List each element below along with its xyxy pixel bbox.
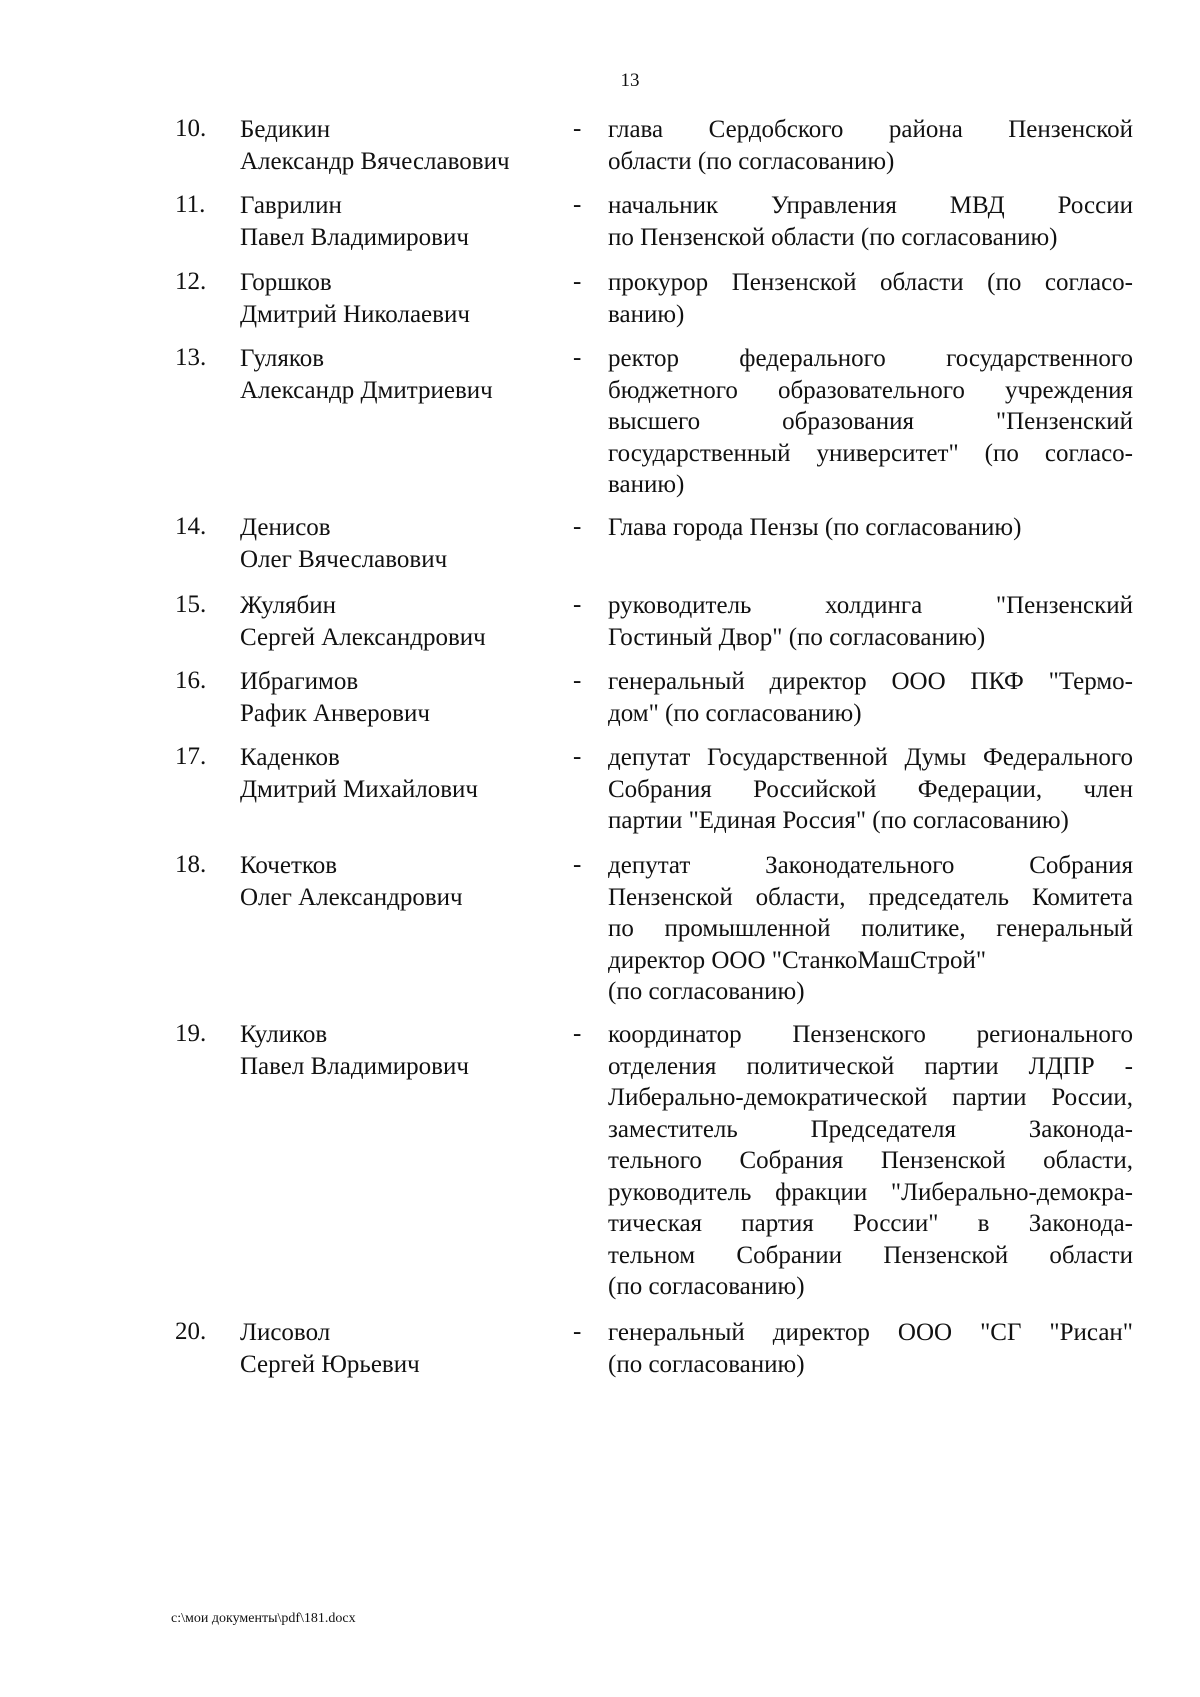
member-position xyxy=(608,266,1133,329)
member-name-line: Каденков xyxy=(240,744,340,771)
member-position xyxy=(608,665,1133,728)
footer-file-path: c:\мои документы\pdf\181.docx xyxy=(171,1611,356,1626)
member-number: 15. xyxy=(175,591,207,618)
member-name xyxy=(240,741,478,804)
member-number: 20. xyxy=(175,1318,207,1345)
member-dash: - xyxy=(573,115,582,142)
member-name-line: Денисов xyxy=(240,514,331,541)
member-position xyxy=(608,1018,1133,1302)
member-position xyxy=(608,849,1133,1007)
member-name-line: Бедикин xyxy=(240,116,331,143)
member-position xyxy=(608,741,1133,836)
member-number: 13. xyxy=(175,344,207,371)
member-position-line: генеральный директор ООО ПКФ "Термо- xyxy=(608,668,1133,695)
member-dash: - xyxy=(573,667,582,694)
member-position xyxy=(608,1316,1133,1379)
member-name-line: Олег Александрович xyxy=(240,883,463,911)
member-position-line: отделения политической партии ЛДПР - xyxy=(608,1052,1133,1080)
member-dash: - xyxy=(573,851,582,878)
member-position-line: ванию) xyxy=(608,300,685,328)
member-dash: - xyxy=(573,268,582,295)
member-position-line: директор ООО "СтанкоМашСтрой" xyxy=(608,946,987,974)
member-number: 11. xyxy=(175,191,206,218)
member-name xyxy=(240,665,430,728)
member-name xyxy=(240,113,510,176)
member-name-line: Кочетков xyxy=(240,852,338,879)
member-position-line: (по согласованию) xyxy=(608,978,805,1005)
member-dash: - xyxy=(573,1020,582,1047)
member-name-line: Куликов xyxy=(240,1021,328,1048)
member-name-line: Сергей Юрьевич xyxy=(240,1350,420,1378)
member-name-line: Олег Вячеславович xyxy=(240,545,448,573)
member-position-line: ректор федерального государственного xyxy=(608,345,1133,372)
member-name xyxy=(240,589,486,652)
member-position-line: (по согласованию) xyxy=(608,1350,805,1378)
member-position-line: руководитель фракции "Либерально-демокра- xyxy=(608,1178,1133,1206)
member-position-line: тическая партия России" в Законода- xyxy=(608,1210,1133,1237)
member-position-line: Гостиный Двор" (по согласованию) xyxy=(608,623,986,651)
member-position xyxy=(608,113,1133,176)
member-name xyxy=(240,849,463,912)
member-name-line: Павел Владимирович xyxy=(240,1052,469,1080)
member-position-line: руководитель холдинга "Пензенский xyxy=(608,592,1133,619)
member-dash: - xyxy=(573,513,582,540)
member-position-line: депутат Государственной Думы Федерального xyxy=(608,744,1133,771)
member-number: 14. xyxy=(175,513,207,540)
member-name-line: Дмитрий Николаевич xyxy=(240,300,470,328)
member-name-line: Ибрагимов xyxy=(240,668,359,695)
member-position-line: заместитель Председателя Законода- xyxy=(608,1115,1133,1143)
member-position-line: Пензенской области, председатель Комитета xyxy=(608,883,1133,911)
member-name xyxy=(240,511,447,574)
member-number: 17. xyxy=(175,743,207,770)
member-position-line: тельного Собрания Пензенской области, xyxy=(608,1147,1133,1174)
member-name xyxy=(240,342,493,405)
member-name-line: Гуляков xyxy=(240,345,325,372)
member-dash: - xyxy=(573,191,582,218)
member-name-line: Сергей Александрович xyxy=(240,623,486,651)
member-position-line: Либерально-демократической партии России, xyxy=(608,1084,1133,1111)
member-name-line: Горшков xyxy=(240,269,332,296)
member-dash: - xyxy=(573,1318,582,1345)
member-name-line: Александр Вячеславович xyxy=(240,147,510,175)
member-position-line: высшего образования "Пензенский xyxy=(608,408,1133,435)
member-name xyxy=(240,189,469,252)
member-dash: - xyxy=(573,591,582,618)
member-position-line: генеральный директор ООО "СГ "Рисан" xyxy=(608,1319,1133,1346)
member-position-line: координатор Пензенского регионального xyxy=(608,1021,1133,1048)
member-position xyxy=(608,589,1133,652)
member-position-line: партии "Единая Россия" (по согласованию) xyxy=(608,807,1069,834)
member-name-line: Александр Дмитриевич xyxy=(240,376,493,404)
member-position-line: начальник Управления МВД России xyxy=(608,192,1133,219)
member-position-line: прокурор Пензенской области (по согласо- xyxy=(608,269,1133,296)
member-name-line: Павел Владимирович xyxy=(240,223,469,251)
member-position-line: тельном Собрании Пензенской области xyxy=(608,1241,1133,1269)
member-number: 19. xyxy=(175,1020,207,1047)
member-position-line: глава Сердобского района Пензенской xyxy=(608,116,1133,143)
member-position-line: области (по согласованию) xyxy=(608,147,895,175)
member-position-line: Глава города Пензы (по согласованию) xyxy=(608,514,1022,541)
member-name xyxy=(240,1316,420,1379)
member-dash: - xyxy=(573,743,582,770)
member-name-line: Рафик Анверович xyxy=(240,699,430,727)
member-position-line: по Пензенской области (по согласованию) xyxy=(608,223,1058,251)
member-number: 10. xyxy=(175,115,207,142)
member-number: 16. xyxy=(175,667,207,694)
page-number: 13 xyxy=(620,70,640,91)
member-name-line: Гаврилин xyxy=(240,192,342,219)
member-position xyxy=(608,342,1133,500)
member-position-line: ванию) xyxy=(608,471,685,498)
member-position xyxy=(608,189,1133,252)
member-name xyxy=(240,266,470,329)
member-position-line: государственный университет" (по согласо- xyxy=(608,439,1133,467)
member-position-line: Собрания Российской Федерации, член xyxy=(608,775,1133,803)
member-number: 18. xyxy=(175,851,207,878)
member-name xyxy=(240,1018,469,1081)
member-position-line: по промышленной политике, генеральный xyxy=(608,915,1133,942)
member-position-line: дом" (по согласованию) xyxy=(608,699,862,727)
member-position xyxy=(608,511,1021,543)
member-dash: - xyxy=(573,344,582,371)
member-position-line: (по согласованию) xyxy=(608,1273,805,1300)
member-name-line: Лисовол xyxy=(240,1319,331,1346)
member-name-line: Дмитрий Михайлович xyxy=(240,775,478,803)
member-position-line: депутат Законодательного Собрания xyxy=(608,852,1133,879)
member-number: 12. xyxy=(175,268,207,295)
member-name-line: Жулябин xyxy=(240,592,337,619)
member-position-line: бюджетного образовательного учреждения xyxy=(608,376,1133,404)
